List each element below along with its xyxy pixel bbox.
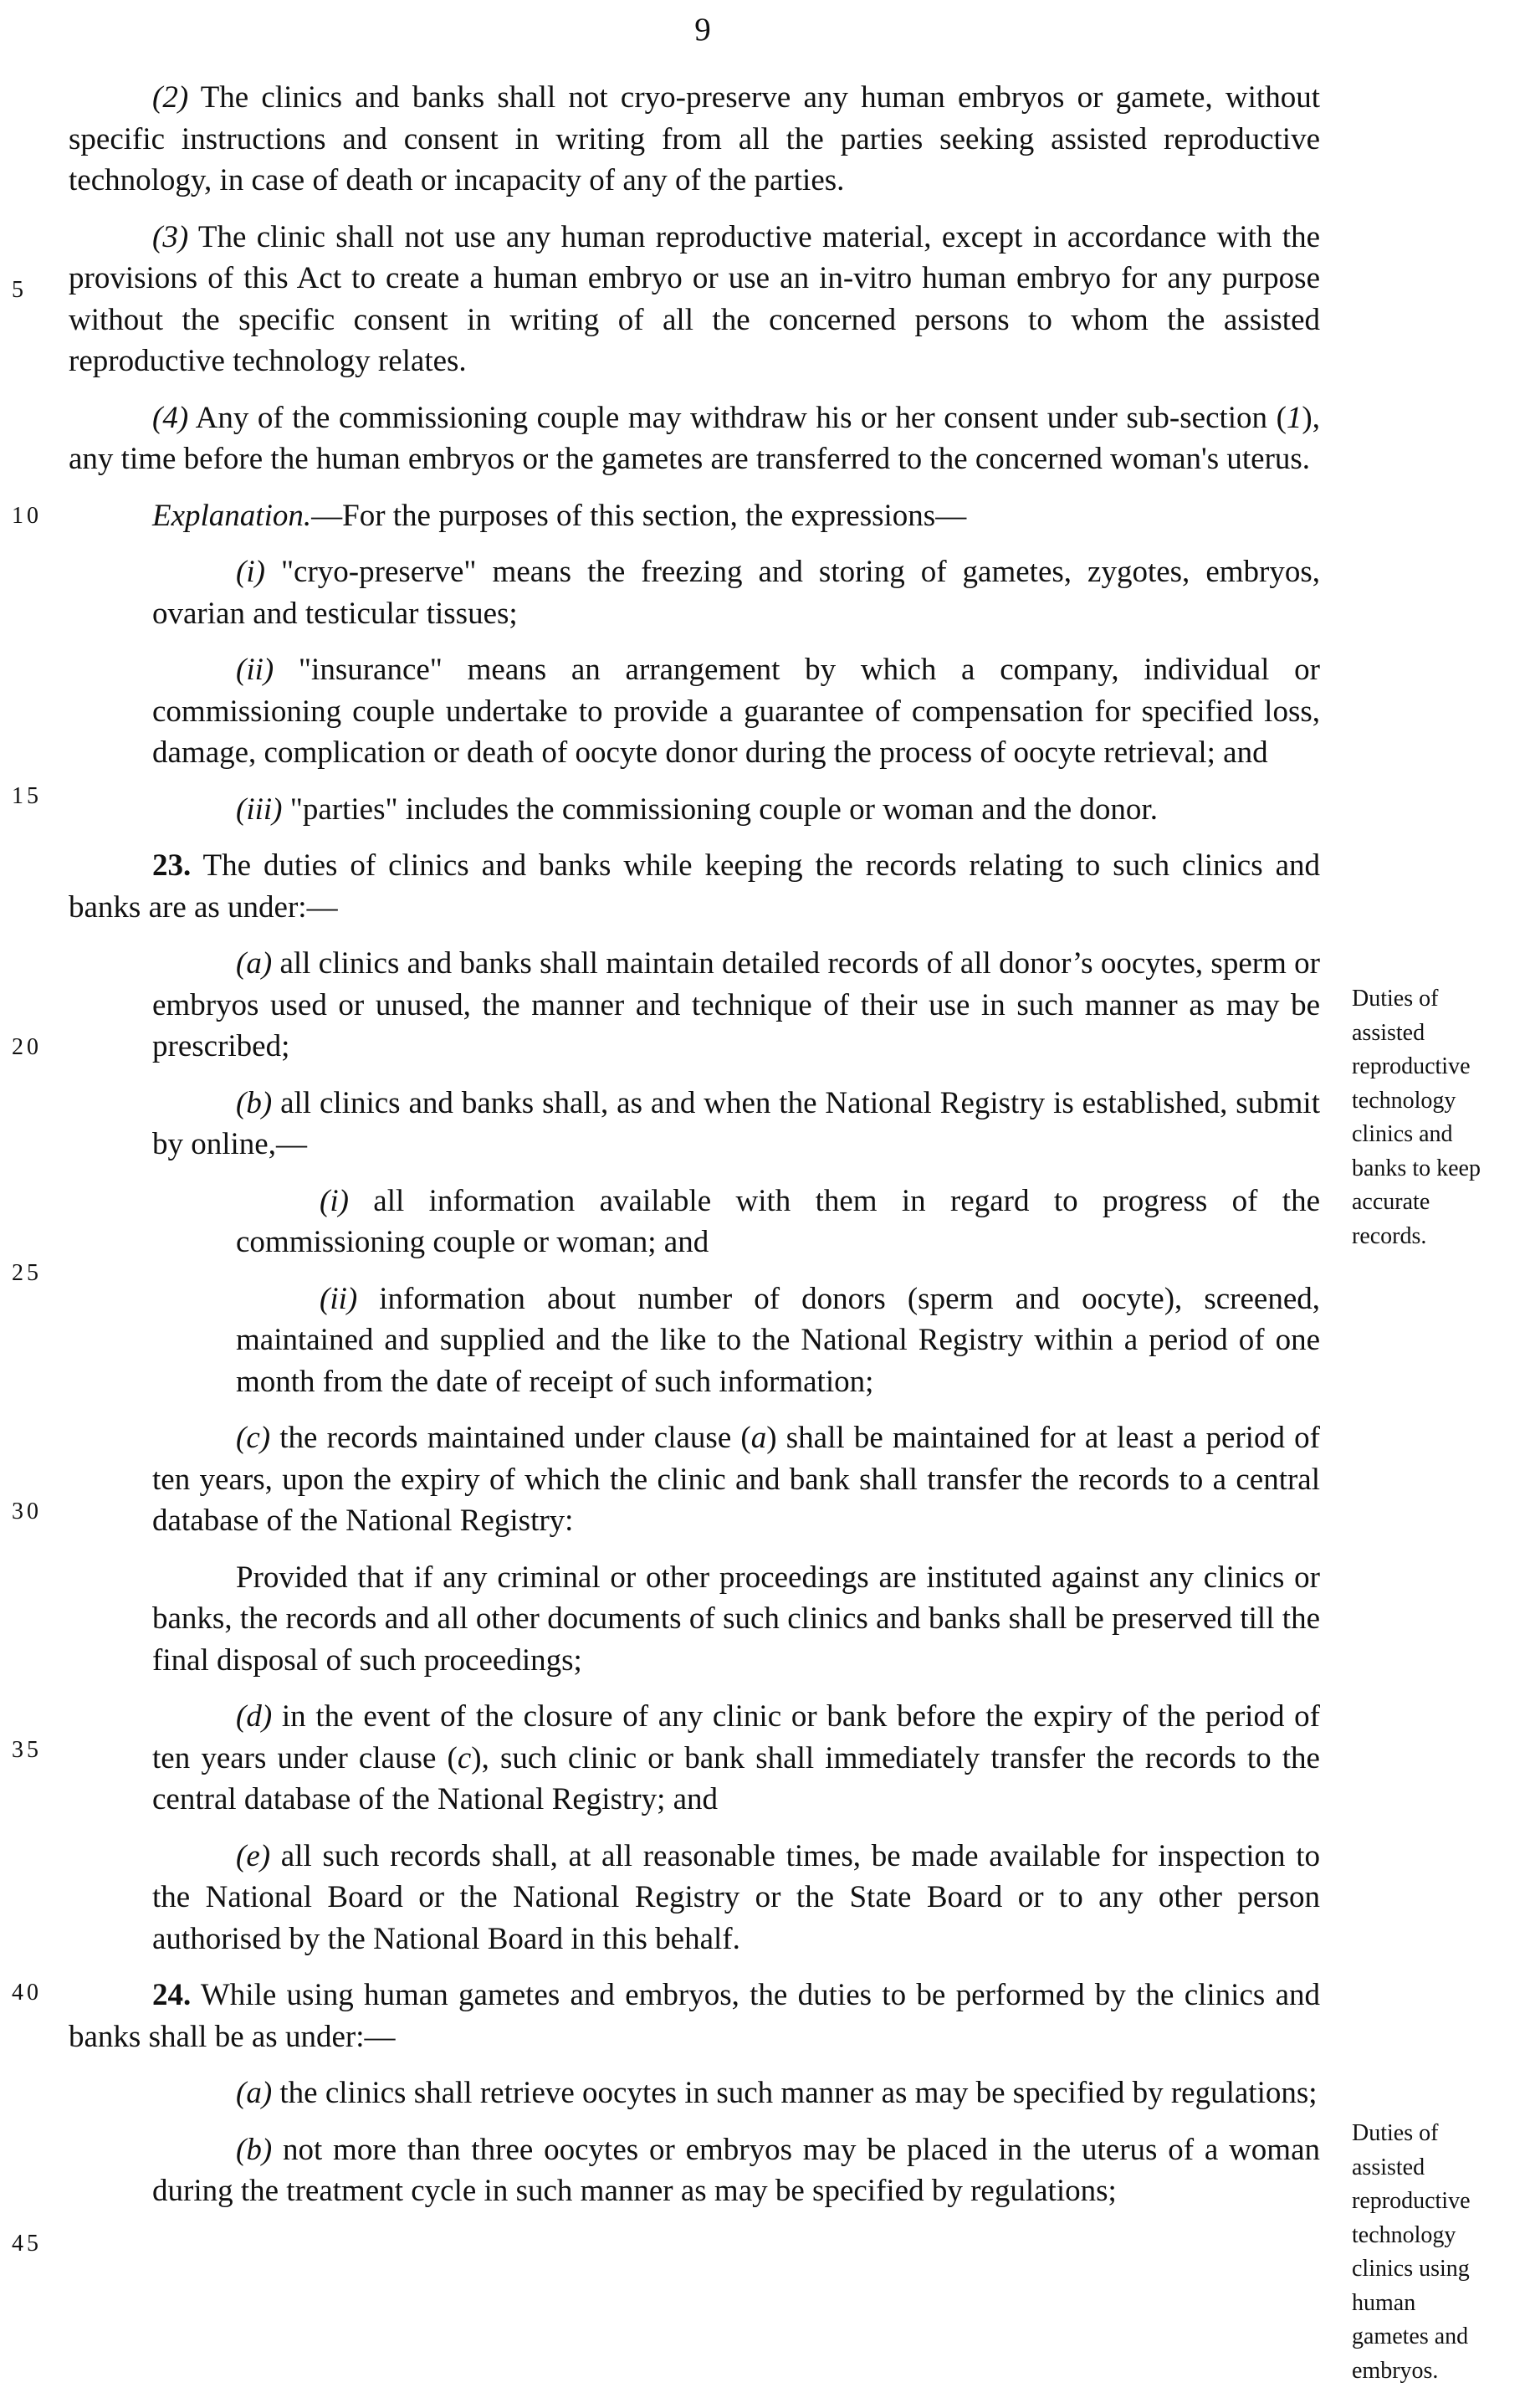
side-note-line: assisted xyxy=(1352,1019,1425,1046)
clause-text: the records maintained under clause ( xyxy=(270,1421,751,1455)
section-23-clause-a xyxy=(152,943,1320,1068)
side-note-line: human xyxy=(1352,2289,1416,2316)
explanation-item-i xyxy=(152,551,1320,634)
subsection-3 xyxy=(69,217,1320,382)
section-23-clause-b-i xyxy=(236,1181,1320,1263)
line-number: 15 xyxy=(12,783,42,809)
explanation-item-iii xyxy=(152,789,1320,831)
page-number: 9 xyxy=(694,12,711,48)
line-number: 25 xyxy=(12,1260,42,1286)
clause-text: in the event of the closure of any clinic or bank before the expiry of the period of ten years under clause ( xyxy=(152,1699,1320,1775)
section-23-clause-e xyxy=(152,1836,1320,1960)
clause-reference: c xyxy=(457,1740,472,1775)
clause-text: all clinics and banks shall, as and when the National Registry is established, submit by online,— xyxy=(152,1085,1320,1161)
clause-text: "insurance" means an arrangement by which a company, individual or commissioning couple undertake to provide a guarantee of compensation for specified loss, damage, complication or death of oocyte donor during the process of oocyte retrieval; and xyxy=(152,653,1320,770)
side-note-line: reproductive xyxy=(1352,1053,1471,1079)
side-note-line: clinics and xyxy=(1352,1121,1453,1147)
line-number: 45 xyxy=(12,2231,42,2257)
clause-text: "cryo-preserve" means the freezing and storing of gametes, zygotes, embryos, ovarian and testicular tissues; xyxy=(152,555,1320,631)
clause-number: (a) xyxy=(236,946,273,981)
side-note-line: accurate xyxy=(1352,1189,1430,1215)
explanation xyxy=(69,495,1320,537)
clause-number: (b) xyxy=(236,1085,273,1120)
section-23-clause-b-ii xyxy=(236,1278,1320,1403)
line-number: 5 xyxy=(12,277,27,303)
side-note-line: technology xyxy=(1352,2221,1456,2248)
section-24 xyxy=(69,1975,1320,2057)
explanation-label: Explanation. xyxy=(152,498,312,533)
proviso-text: Provided that if any criminal or other proceedings are instituted against any clinics or banks, the records and all other documents of such clinics and banks shall be preserved till the final disposal of such proceedings; xyxy=(152,1560,1320,1678)
clause-text: The clinic shall not use any human reproductive material, except in accordance with the provisions of this Act to create a human embryo or use an in-vitro human embryo for any purpose without the specific consent in writing of all the concerned persons to whom the assisted reproductive technology relates. xyxy=(69,219,1320,378)
clause-text: all information available with them in regard to progress of the commissioning couple or woman; and xyxy=(236,1183,1320,1259)
section-23-clause-d xyxy=(152,1696,1320,1821)
section-24-clause-a xyxy=(152,2072,1320,2114)
clause-number: (a) xyxy=(236,2076,273,2110)
clause-number: (i) xyxy=(236,555,265,589)
clause-number: (iii) xyxy=(236,792,283,827)
section-text: While using human gametes and embryos, the duties to be performed by the clinics and banks shall be as under:— xyxy=(69,1978,1320,2054)
clause-number: (b) xyxy=(236,2132,273,2167)
clause-text: Any of the commissioning couple may withdraw his or her consent under sub-section ( xyxy=(188,400,1287,435)
side-note-line: assisted xyxy=(1352,2154,1425,2180)
clause-number: (c) xyxy=(236,1421,271,1455)
clause-reference: 1 xyxy=(1286,400,1302,435)
line-number: 40 xyxy=(12,1980,42,2006)
clause-number: (ii) xyxy=(320,1281,358,1316)
clause-text: "parties" includes the commissioning couple or woman and the donor. xyxy=(282,792,1158,827)
document-body xyxy=(69,77,1320,2227)
explanation-text: —For the purposes of this section, the expressions— xyxy=(311,498,967,533)
section-number: 23. xyxy=(152,848,192,883)
clause-text: all such records shall, at all reasonable times, be made available for inspection to the National Board or the National Registry or the State Board or to any other person authorised by the National Board in this behalf. xyxy=(152,1838,1320,1956)
clause-text: information about number of donors (sperm and oocyte), screened, maintained and supplied and the like to the National Registry within a period of one month from the date of receipt of such information; xyxy=(236,1281,1320,1399)
clause-number: (d) xyxy=(236,1699,273,1734)
clause-text: all clinics and banks shall maintain detailed records of all donor’s oocytes, sperm or embryos used or unused, the manner and technique of their use in such manner as may be prescribed; xyxy=(152,946,1320,1063)
clause-number: (2) xyxy=(152,80,189,115)
section-23 xyxy=(69,845,1320,928)
section-23-proviso xyxy=(152,1557,1320,1682)
clause-number: (e) xyxy=(236,1838,271,1873)
side-note-line: technology xyxy=(1352,1087,1456,1114)
clause-number: (i) xyxy=(320,1183,349,1218)
side-note-section-23 xyxy=(1352,982,1527,1253)
side-note-line: embryos. xyxy=(1352,2357,1439,2384)
section-text: The duties of clinics and banks while keeping the records relating to such clinics and banks are as under:— xyxy=(69,848,1320,925)
subsection-4 xyxy=(69,397,1320,480)
side-note-line: clinics using xyxy=(1352,2256,1470,2282)
line-number: 10 xyxy=(12,503,42,529)
line-number: 35 xyxy=(12,1737,42,1763)
clause-text: ), such clinic or bank shall immediately transfer the records to the central database of the National Registry; and xyxy=(152,1740,1320,1816)
clause-number: (ii) xyxy=(236,653,274,687)
clause-number: (4) xyxy=(152,400,189,435)
clause-reference: a xyxy=(750,1421,767,1455)
clause-text: not more than three oocytes or embryos may be placed in the uterus of a woman during the treatment cycle in such manner as may be specified by regulations; xyxy=(152,2132,1320,2208)
section-23-clause-b xyxy=(152,1083,1320,1166)
section-23-clause-c xyxy=(152,1417,1320,1542)
side-note-line: records. xyxy=(1352,1222,1427,1249)
side-note-line: Duties of xyxy=(1352,986,1439,1012)
clause-text: ) shall be maintained for at least a period of ten years, upon the expiry of which the clinic and bank shall transfer the records to a central database of the National Registry: xyxy=(152,1421,1320,1538)
section-number: 24. xyxy=(152,1978,192,2012)
side-note-section-24 xyxy=(1352,2117,1527,2388)
section-24-clause-b xyxy=(152,2129,1320,2212)
clause-text: the clinics shall retrieve oocytes in such manner as may be specified by regulations; xyxy=(272,2076,1318,2110)
subsection-2 xyxy=(69,77,1320,202)
clause-number: (3) xyxy=(152,219,189,254)
side-note-line: Duties of xyxy=(1352,2120,1439,2146)
side-note-line: reproductive xyxy=(1352,2188,1471,2214)
explanation-item-ii xyxy=(152,649,1320,774)
line-number: 30 xyxy=(12,1499,42,1524)
clause-text: ), any time before the human embryos or the gametes are transferred to the concerned woman's uterus. xyxy=(69,400,1320,476)
side-note-line: gametes and xyxy=(1352,2323,1469,2349)
side-note-line: banks to keep xyxy=(1352,1155,1481,1181)
line-number: 20 xyxy=(12,1034,42,1060)
clause-text: The clinics and banks shall not cryo-preserve any human embryos or gamete, without specific instructions and consent in writing from all the parties seeking assisted reproductive technology, in case of death or incapacity of any of the parties. xyxy=(69,80,1320,197)
